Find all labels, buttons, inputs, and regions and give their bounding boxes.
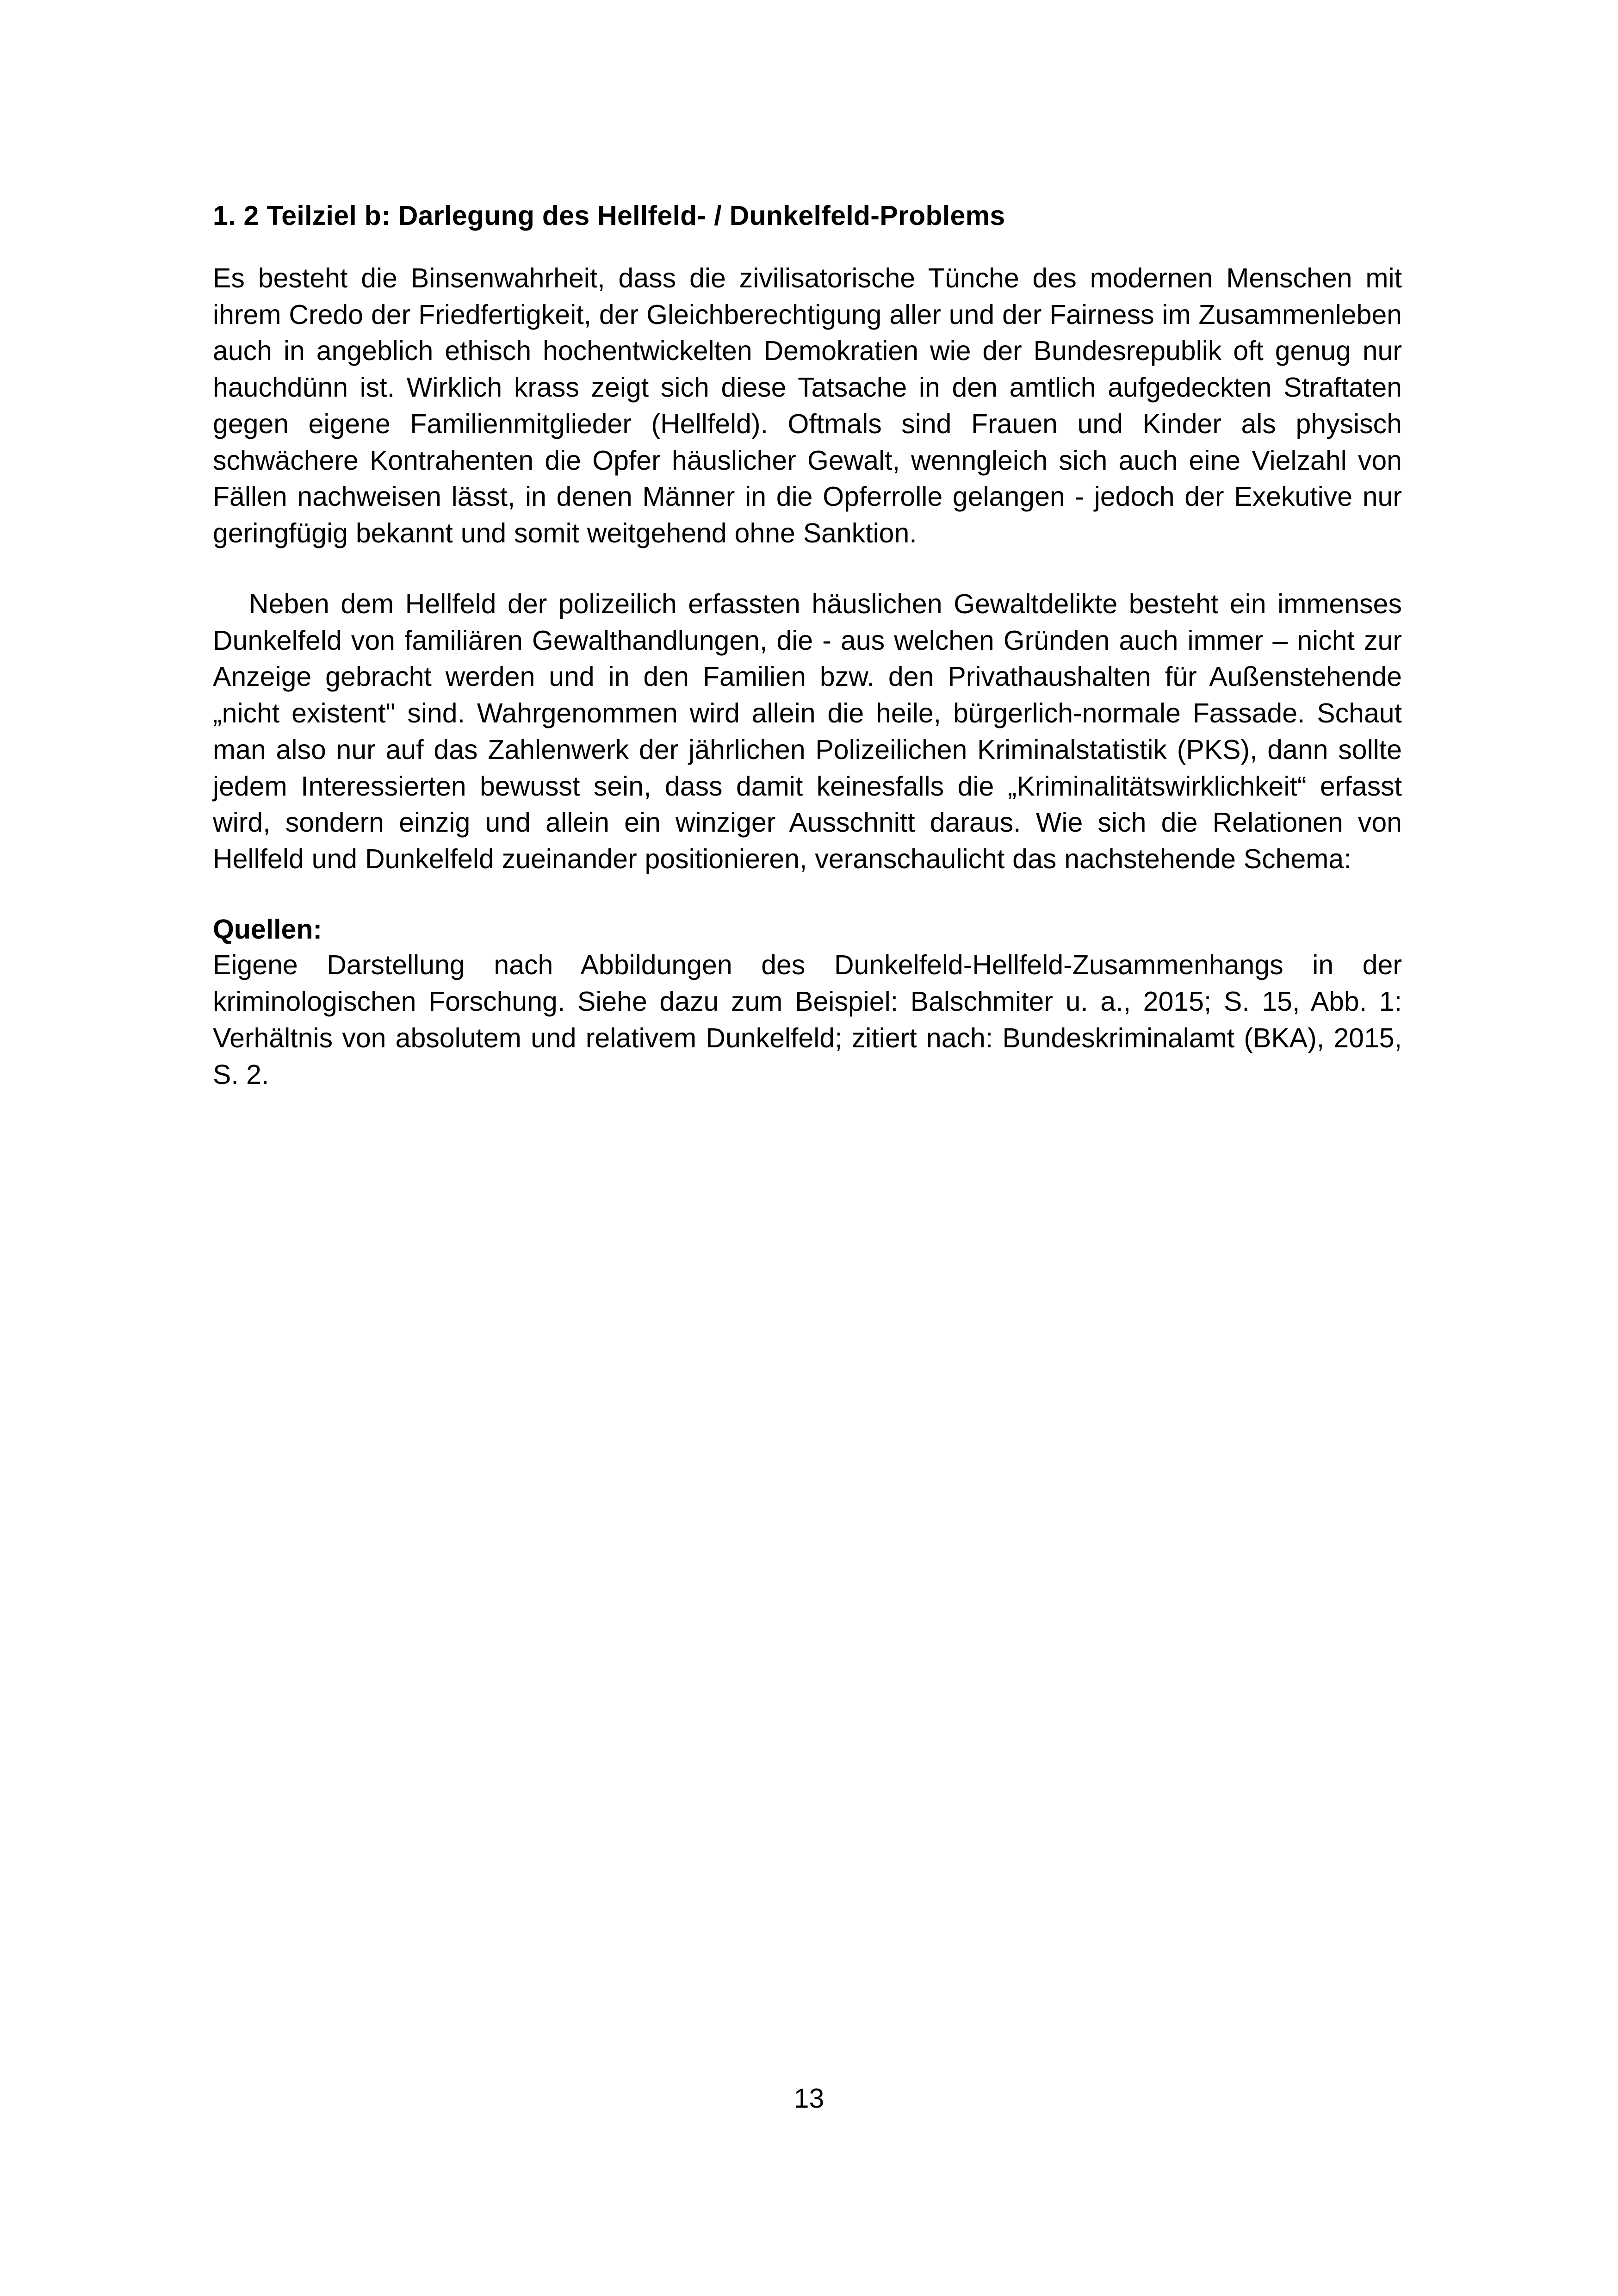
sources-heading: Quellen: bbox=[213, 914, 322, 945]
page-number: 13 bbox=[794, 2083, 824, 2114]
sources-body: Eigene Darstellung nach Abbildungen des Dunkelfeld-Hellfeld-Zusammenhangs in der kriminologischen Forschung. Siehe dazu zum Beispiel: Balschmiter u. a., 2015; S. 15, Abb. 1: Verhältnis von absolutem und relativem Dunkelfeld; zitiert nach: Bundeskriminalamt (BKA), 2015, S. 2. bbox=[213, 950, 1402, 1090]
paragraph-dunkelfeld bbox=[213, 586, 1402, 877]
section-heading: 1. 2 Teilziel b: Darlegung des Hellfeld- / Dunkelfeld-Problems bbox=[213, 200, 1005, 231]
paragraph-dunkelfeld-text: Neben dem Hellfeld der polizeilich erfassten häuslichen Gewaltdelikte besteht ein immenses Dunkelfeld von familiären Gewalthandlungen, die - aus welchen Gründen auch immer – nicht zur Anzeige gebracht werden und in den Familien bzw. den Privathaushalten für Außenstehende „nicht existent" sind. Wahrgenommen wird allein die heile, bürgerlich-normale Fassade. Schaut man also nur auf das Zahlenwerk der jährlichen Polizeilichen Kriminalstatistik (PKS), dann sollte jedem Interessierten bewusst sein, dass damit keinesfalls die „Kriminalitätswirklichkeit“ erfasst wird, sondern einzig und allein ein winziger Ausschnitt daraus. Wie sich die Relationen von Hellfeld und Dunkelfeld zueinander positionieren, veranschaulicht das nachstehende Schema: bbox=[213, 588, 1402, 874]
page-content bbox=[213, 199, 1402, 1093]
paragraph-hellfeld-intro: Es besteht die Binsenwahrheit, dass die zivilisatorische Tünche des modernen Menschen mit ihrem Credo der Friedfertigkeit, der Gleichberechtigung aller und der Fairness im Zusammenleben auch in angeblich ethisch hochentwickelten Demokratien wie der Bundesrepublik oft genug nur hauchdünn ist. Wirklich krass zeigt sich diese Tatsache in den amtlich aufgedeckten Straftaten gegen eigene Familienmitglieder (Hellfeld). Oftmals sind Frauen und Kinder als physisch schwächere Kontrahenten die Opfer häuslicher Gewalt, wenngleich sich auch eine Vielzahl von Fällen nachweisen lässt, in denen Männer in die Opferrolle gelangen - jedoch der Exekutive nur geringfügig bekannt und somit weitgehend ohne Sanktion. bbox=[213, 262, 1402, 548]
